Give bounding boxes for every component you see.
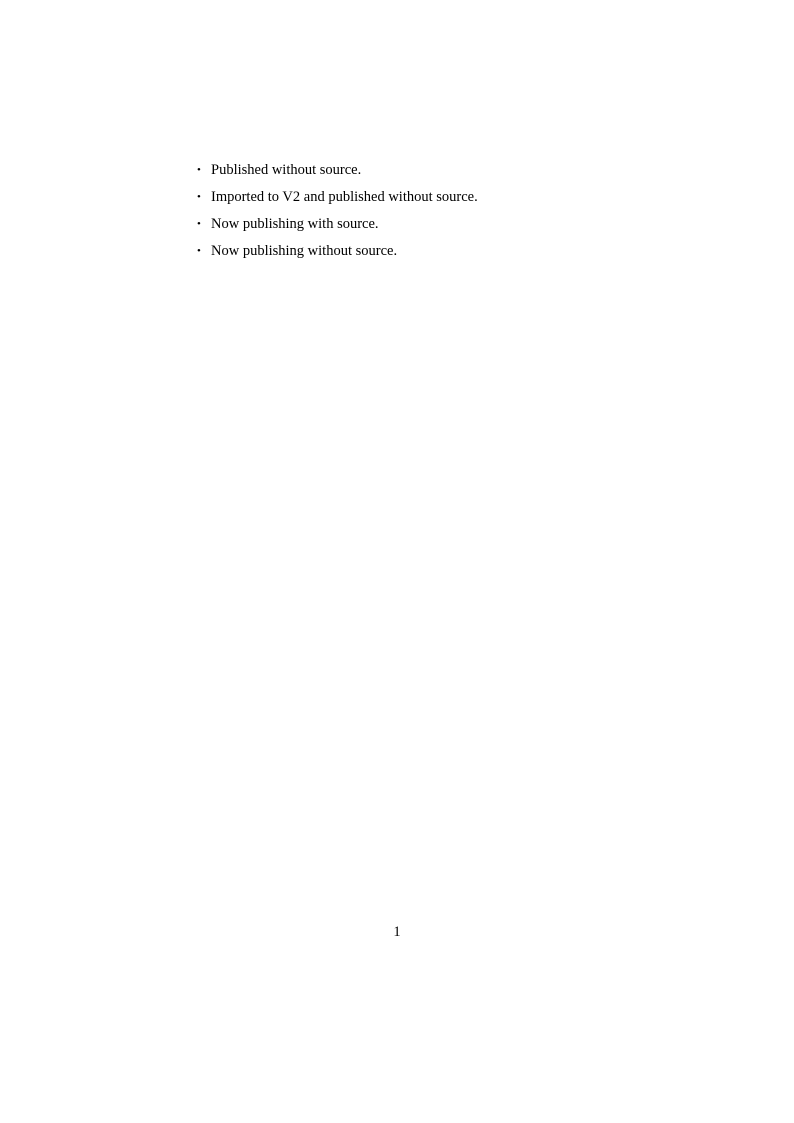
list-item-label: Now publishing without source. <box>211 243 398 259</box>
bullet-list <box>197 163 597 259</box>
bullet-icon: • <box>197 218 201 230</box>
body-content <box>197 163 597 271</box>
list-item <box>197 244 597 259</box>
list-item <box>197 163 597 178</box>
list-item-label: Imported to V2 and published without source. <box>211 189 478 205</box>
bullet-icon: • <box>197 191 201 203</box>
list-item-label: Published without source. <box>211 162 362 178</box>
list-item <box>197 190 597 205</box>
list-item <box>197 217 597 232</box>
page-number: 1 <box>393 924 401 940</box>
bullet-icon: • <box>197 164 201 176</box>
list-item-label: Now publishing with source. <box>211 216 379 232</box>
bullet-icon: • <box>197 245 201 257</box>
